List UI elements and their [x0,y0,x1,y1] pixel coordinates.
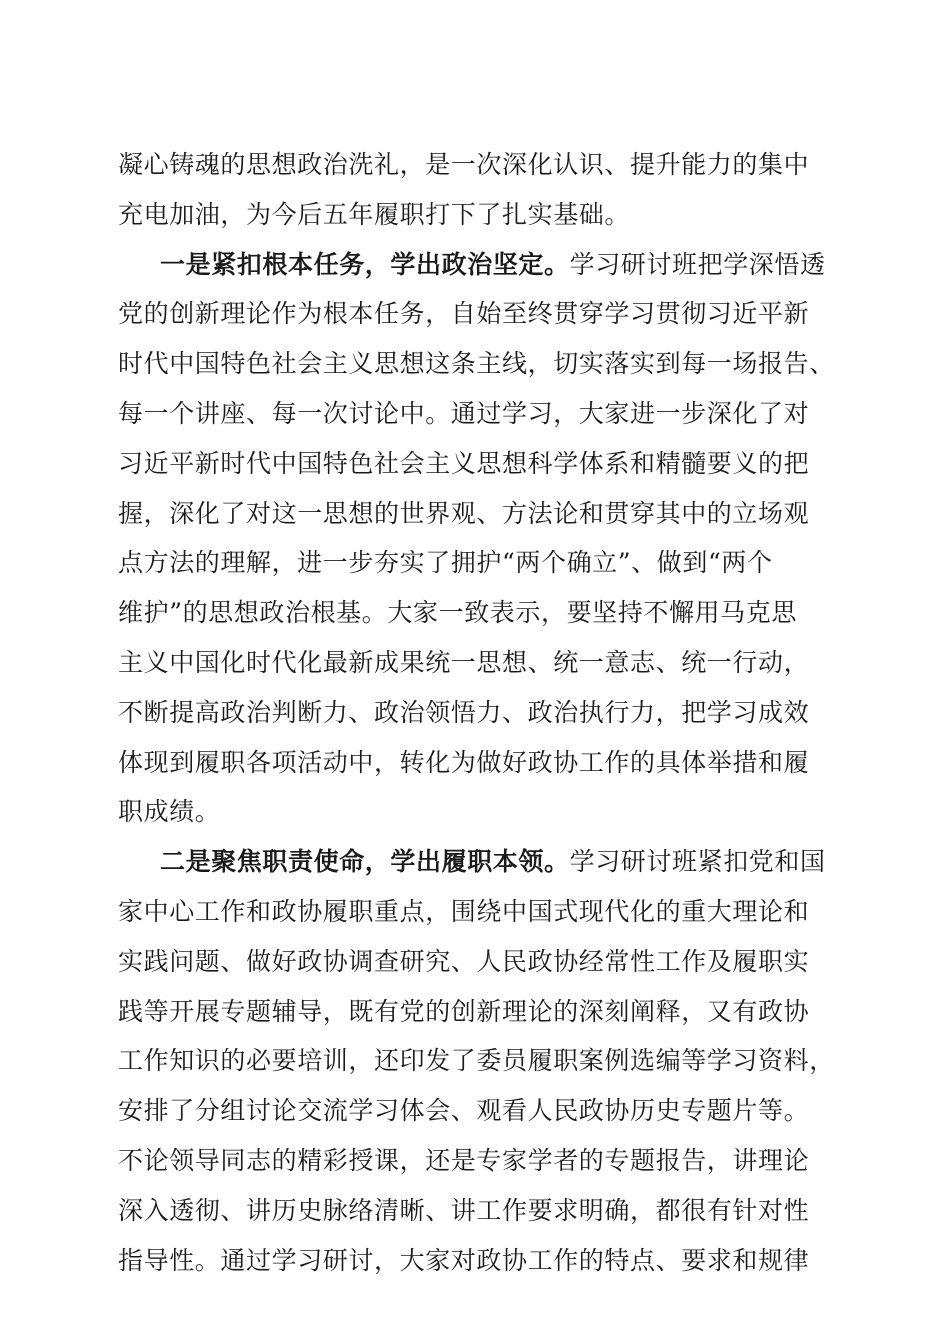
paragraph-line: 点方法的理解，进一步夯实了拥护“两个确立”、做到“两个 [118,548,773,578]
paragraph-heading: 二是聚焦职责使命，学出履职本领。 [160,847,570,877]
paragraph-line: 体现到履职各项活动中，转化为做好政协工作的具体举措和履 [118,747,810,777]
paragraph-line: 实践问题、做好政协调查研究、人民政协经常性工作及履职实 [118,946,810,976]
paragraph-line: 职成绩。 [118,797,221,827]
paragraph-line: 党的创新理论作为根本任务，自始至终贯穿学习贯彻习近平新 [118,299,810,329]
paragraph-line: 家中心工作和政协履职重点，围绕中国式现代化的重大理论和 [118,896,810,926]
paragraph-line: 习近平新时代中国特色社会主义思想科学体系和精髓要义的把 [118,448,810,478]
paragraph-line: 充电加油，为今后五年履职打下了扎实基础。 [118,199,631,229]
body-text [118,140,838,1285]
paragraph-first-line [118,240,838,290]
paragraph-line: 不断提高政治判断力、政治领悟力、政治执行力，把学习成效 [118,697,810,727]
paragraph-text: 学习研讨班把学深悟透 [569,249,826,279]
paragraph-line: 深入透彻、讲历史脉络清晰、讲工作要求明确，都很有针对性 [118,1195,810,1225]
paragraph-line: 主义中国化时代化最新成果统一思想、统一意志、统一行动， [118,647,810,677]
paragraph-line: 安排了分组讨论交流学习体会、观看人民政协历史专题片等。 [118,1096,810,1126]
paragraph-line: 指导性。通过学习研讨，大家对政协工作的特点、要求和规律 [118,1245,810,1275]
paragraph-line: 每一个讲座、每一次讨论中。通过学习，大家进一步深化了对 [118,398,810,428]
paragraph-first-line [118,837,838,887]
paragraph-heading: 一是紧扣根本任务，学出政治坚定。 [160,249,570,279]
paragraph-line: 践等开展专题辅导，既有党的创新理论的深刻阐释，又有政协 [118,996,810,1026]
paragraph-line: 时代中国特色社会主义思想这条主线，切实落实到每一场报告、 [118,349,835,379]
paragraph-line: 工作知识的必要培训，还印发了委员履职案例选编等学习资料， [118,1046,835,1076]
paragraph-line: 握，深化了对这一思想的世界观、方法论和贯穿其中的立场观 [118,498,810,528]
paragraph-line: 凝心铸魂的思想政治洗礼，是一次深化认识、提升能力的集中 [118,150,810,179]
paragraph-line: 不论领导同志的精彩授课，还是专家学者的专题报告，讲理论 [118,1145,810,1175]
paragraph-line: 维护”的思想政治根基。大家一致表示，要坚持不懈用马克思 [118,598,797,628]
paragraph-text: 学习研讨班紧扣党和国 [569,847,826,877]
